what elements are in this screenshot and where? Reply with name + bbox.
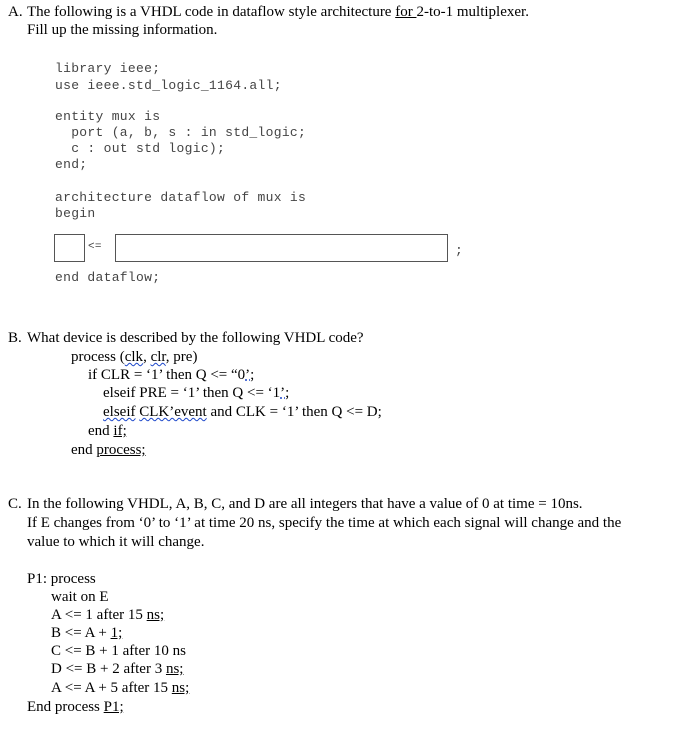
a-increment-line	[51, 679, 189, 697]
part-a-letter: A.	[8, 4, 23, 20]
code-semicolon: ;	[455, 243, 464, 258]
answer-box-expression[interactable]	[115, 234, 448, 262]
b-assign-line	[51, 624, 122, 642]
b-assign-text: B <= A +	[51, 625, 111, 641]
d-assign-text: D <= B + 2 after 3	[51, 661, 166, 677]
c-assign-line: C <= B + 1 after 10 ns	[51, 643, 186, 659]
if-clr-text: if CLR = ‘1’ then Q <= “0	[88, 367, 246, 383]
if-clr-line	[88, 366, 254, 384]
process-keyword: process (	[71, 349, 125, 365]
clk-word: clk	[124, 349, 144, 365]
part-c-line-2: If E changes from ‘0’ to ‘1’ at time 20 ns, specify the time at which each signal will change and the	[27, 515, 622, 531]
process-line	[71, 348, 197, 366]
if-clr-tail: ’;	[245, 367, 255, 383]
separator: ,	[143, 349, 151, 365]
a-assign-text: A <= 1 after 15	[51, 607, 147, 623]
code-line-library: library ieee;	[55, 61, 161, 76]
d-assign-unit: ns;	[165, 661, 184, 677]
end-if-line	[88, 422, 127, 440]
b-assign-value: 1;	[110, 625, 123, 641]
part-a-line1-pre: The following is a VHDL code in dataflow style architecture	[27, 4, 396, 20]
end-if-pre: end	[88, 423, 114, 439]
end-process-p1-text: End process	[27, 699, 104, 715]
elseif-pre-tail: ’;	[280, 385, 290, 401]
code-line-end-dataflow: end dataflow;	[55, 270, 161, 285]
code-line-port: port (a, b, s : in std_logic;	[55, 125, 307, 140]
clr-word: clr	[150, 349, 166, 365]
wait-on-line: wait on E	[51, 589, 109, 605]
code-line-entity: entity mux is	[55, 109, 161, 124]
part-a-line1-for: for	[395, 4, 417, 20]
end-process-p1-line	[27, 698, 124, 716]
part-a-question-line-1	[27, 3, 529, 21]
part-c-letter: C.	[8, 496, 22, 512]
elseif-pre-line	[103, 384, 289, 402]
code-line-architecture: architecture dataflow of mux is	[55, 190, 307, 205]
code-line-end: end;	[55, 157, 88, 172]
end-process-word: process;	[96, 442, 146, 458]
p1-process-line: P1: process	[27, 571, 96, 587]
clkevent-word: CLK’event	[139, 404, 207, 420]
answer-box-signal[interactable]	[54, 234, 85, 262]
end-process-line	[71, 441, 146, 459]
code-line-use: use ieee.std_logic_1164.all;	[55, 78, 282, 93]
d-assign-line	[51, 660, 183, 678]
elseif-clk-line	[103, 403, 382, 421]
code-line-begin: begin	[55, 206, 96, 221]
assign-operator: <=	[88, 241, 102, 253]
code-line-port-out: c : out std logic);	[55, 141, 226, 156]
elseif-word: elseif	[103, 404, 136, 420]
end-process-pre: end	[71, 442, 97, 458]
part-c-line-3: value to which it will change.	[27, 534, 205, 550]
a-increment-unit: ns;	[171, 680, 190, 696]
elseif-clk-tail: and CLK = ‘1’ then Q <= D;	[206, 404, 382, 420]
end-if-word: if;	[113, 423, 127, 439]
part-b-question: What device is described by the following VHDL code?	[27, 330, 364, 346]
part-a-question-line-2: Fill up the missing information.	[27, 22, 218, 38]
part-b-letter: B.	[8, 330, 22, 346]
elseif-pre-text: elseif PRE = ‘1’ then Q <= ‘1	[103, 385, 281, 401]
a-increment-text: A <= A + 5 after 15	[51, 680, 172, 696]
a-assign-line	[51, 606, 164, 624]
end-process-p1-label: P1;	[103, 699, 124, 715]
part-c-line-1: In the following VHDL, A, B, C, and D are all integers that have a value of 0 at time = 10ns.	[27, 496, 583, 512]
a-assign-unit: ns;	[146, 607, 165, 623]
process-line-end: , pre)	[165, 349, 198, 365]
part-a-line1-post: 2-to-1 multiplexer.	[416, 4, 529, 20]
